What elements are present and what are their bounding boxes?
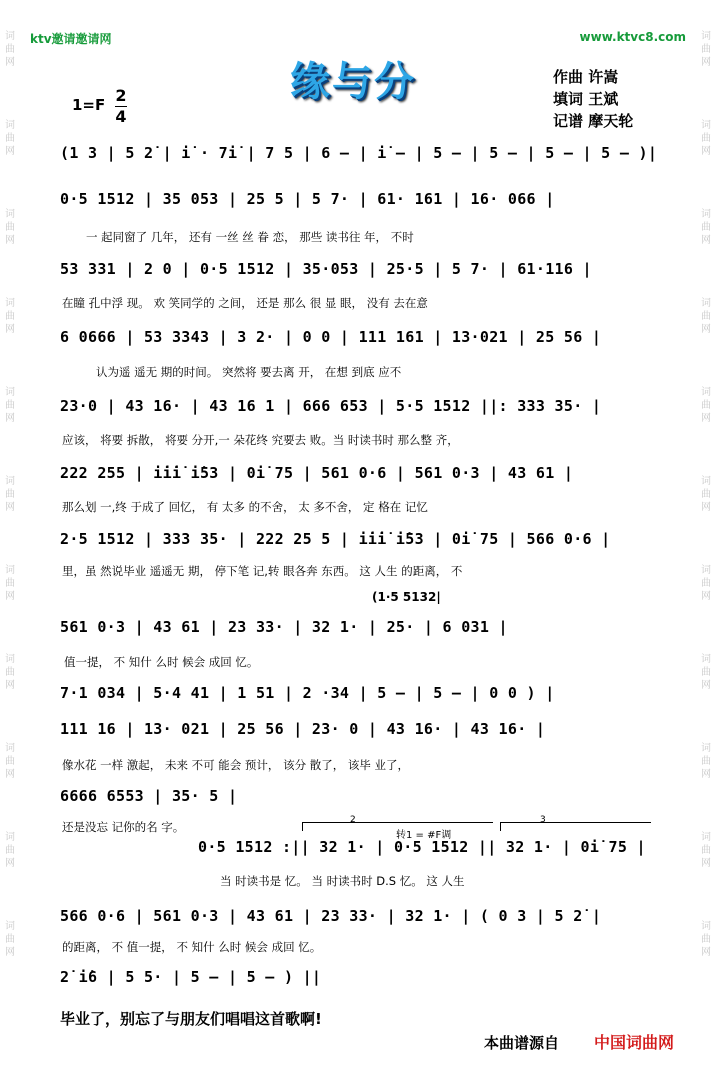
watermark-block: 词 曲 网: [5, 209, 15, 246]
lyrics-row: 里，虽 然说毕业 遥遥无 期， 停下笔 记,转 眼各奔 东西。 这 人生 的距离， 不: [62, 564, 463, 578]
source-label: 本曲谱源自: [484, 1034, 560, 1052]
volta-bracket-3: [500, 822, 651, 831]
watermark-block: 词 曲 网: [5, 120, 15, 157]
lyrics-row: 在瞳 孔中浮 现。 欢 笑同学的 之间， 还是 那么 很 显 眼， 没有 去在意: [62, 296, 428, 310]
notation-row: 561 0·3 | 43 61 | 23 33· | 32 1· | 25· | 6 031 |: [60, 618, 508, 636]
notation-row: 2·5 1512 | 333 35· | 222 25 5 | i̇i̇i̇ i̇53 | 0i̇ 75 | 566 0·6 |: [60, 530, 611, 548]
watermark-block: 词 曲 网: [701, 921, 711, 958]
site-right-url[interactable]: www.ktvc8.com: [579, 30, 686, 44]
notation-row: 53 331 | 2 0 | 0·5 1512 | 35·053 | 25·5 | 5 7· | 61·116 |: [60, 260, 592, 278]
modulation-marking: 转1 = #F调: [396, 830, 452, 841]
lyrics-row: 那么划 一,终 于成了 回忆， 有 太多 的不舍， 太 多不舍， 定 格在 记忆: [62, 500, 428, 514]
watermark-block: 词 曲 网: [701, 209, 711, 246]
watermark-block: 词 曲 网: [5, 832, 15, 869]
watermark-block: 词 曲 网: [701, 832, 711, 869]
watermark-block: 词 曲 网: [5, 31, 15, 68]
notation-row: 111 16 | 13· 021 | 25 56 | 23· 0 | 43 16· | 43 16· |: [60, 720, 546, 738]
time-signature-bottom: 4: [115, 107, 127, 126]
lyrics-row: 认为遥 遥无 期的时间。 突然将 要去离 开， 在想 到底 应不: [96, 365, 402, 379]
notation-row: 566 0·6 | 561 0·3 | 43 61 | 23 33· | 32 1· | ( 0 3 | 5 2̇ |: [60, 907, 602, 925]
closing-message: 毕业了，别忘了与朋友们唱唱这首歌啊!: [60, 1010, 322, 1028]
watermark-block: 词 曲 网: [701, 565, 711, 602]
composer-credit: 作曲 许嵩: [553, 68, 619, 86]
volta-number-2: 2: [350, 815, 356, 825]
lyrics-row: 当 时读书是 忆。 当 时读书时 D.S 忆。 这 人生: [220, 874, 465, 888]
key-signature: 1=F: [72, 96, 106, 114]
watermark-block: 词 曲 网: [5, 476, 15, 513]
watermark-block: 词 曲 网: [701, 743, 711, 780]
notation-row: 222 255 | i̇i̇i̇ i̇53 | 0i̇ 75 | 561 0·6 | 561 0·3 | 43 61 |: [60, 464, 574, 482]
credits: [553, 66, 633, 132]
volta-number-3: 3: [540, 815, 546, 825]
notation-row: 6666 6553 | 35· 5 |: [60, 787, 238, 805]
watermark-block: 词 曲 网: [701, 298, 711, 335]
lyrics-row: 的距离， 不 值一提， 不 知什 么时 候会 成回 忆。: [62, 940, 322, 954]
time-signature: [114, 86, 128, 127]
inserted-phrase: (1·5 5132|: [372, 590, 441, 604]
notation-row: 0·5 1512 | 35 053 | 25 5 | 5 7· | 61· 161 | 16· 066 |: [60, 190, 555, 208]
notation-row: 0·5 1512 :|| 32 1· | 0·5 1512 || 32 1· | 0i̇ 75 |: [198, 838, 646, 856]
lyrics-row: 还是没忘 记你的名 字。: [62, 820, 185, 834]
right-watermark: [698, 30, 714, 959]
watermark-block: 词 曲 网: [5, 654, 15, 691]
watermark-block: 词 曲 网: [701, 476, 711, 513]
notation-row: (1 3 | 5 2̇ | i̇ · 7i̇ | 7 5 | 6 – | i̇ – | 5 – | 5 – | 5 – | 5 – )|: [60, 144, 658, 162]
lyrics-row: 应该， 将要 拆散， 将要 分开,一 朵花终 究要去 败。当 时读书时 那么整 齐，: [62, 433, 459, 447]
watermark-block: 词 曲 网: [701, 31, 711, 68]
watermark-block: 词 曲 网: [701, 654, 711, 691]
lyricist-credit: 填词 王斌: [553, 90, 619, 108]
watermark-block: 词 曲 网: [5, 921, 15, 958]
site-left-text: ktv邀请邀请网: [30, 32, 112, 46]
left-watermark: [2, 30, 18, 959]
song-title: 缘与分: [290, 58, 416, 105]
transcriber-credit: 记谱 摩天轮: [553, 112, 634, 130]
lyrics-row: 一 起同窗了 几年， 还有 一丝 丝 眷 恋， 那些 读书往 年， 不时: [86, 230, 414, 244]
watermark-block: 词 曲 网: [5, 387, 15, 424]
time-signature-top: 2: [115, 86, 127, 105]
watermark-block: 词 曲 网: [701, 120, 711, 157]
notation-row: 23·0 | 43 16· | 43 16 1 | 666 653 | 5·5 1512 ||: 333 35· |: [60, 397, 602, 415]
source-site-link[interactable]: 中国词曲网: [594, 1033, 675, 1052]
lyrics-row: 值一提， 不 知什 么时 候会 成回 忆。: [64, 655, 259, 669]
watermark-block: 词 曲 网: [701, 387, 711, 424]
notation-row: 6 0666 | 53 3343 | 3 2· | 0 0 | 111 161 | 13·021 | 25 56 |: [60, 328, 602, 346]
watermark-block: 词 曲 网: [5, 743, 15, 780]
watermark-block: 词 曲 网: [5, 565, 15, 602]
lyrics-row: 像水花 一样 激起， 未来 不可 能会 预计， 该分 散了， 该毕 业了，: [62, 758, 410, 772]
watermark-block: 词 曲 网: [5, 298, 15, 335]
notation-row: 7·1 034 | 5·4 41 | 1 51 | 2 ·34 | 5 – | 5 – | 0 0 ) |: [60, 684, 555, 702]
notation-row: 2̇ i̇6 | 5 5· | 5 – | 5 – ) ||: [60, 968, 322, 986]
